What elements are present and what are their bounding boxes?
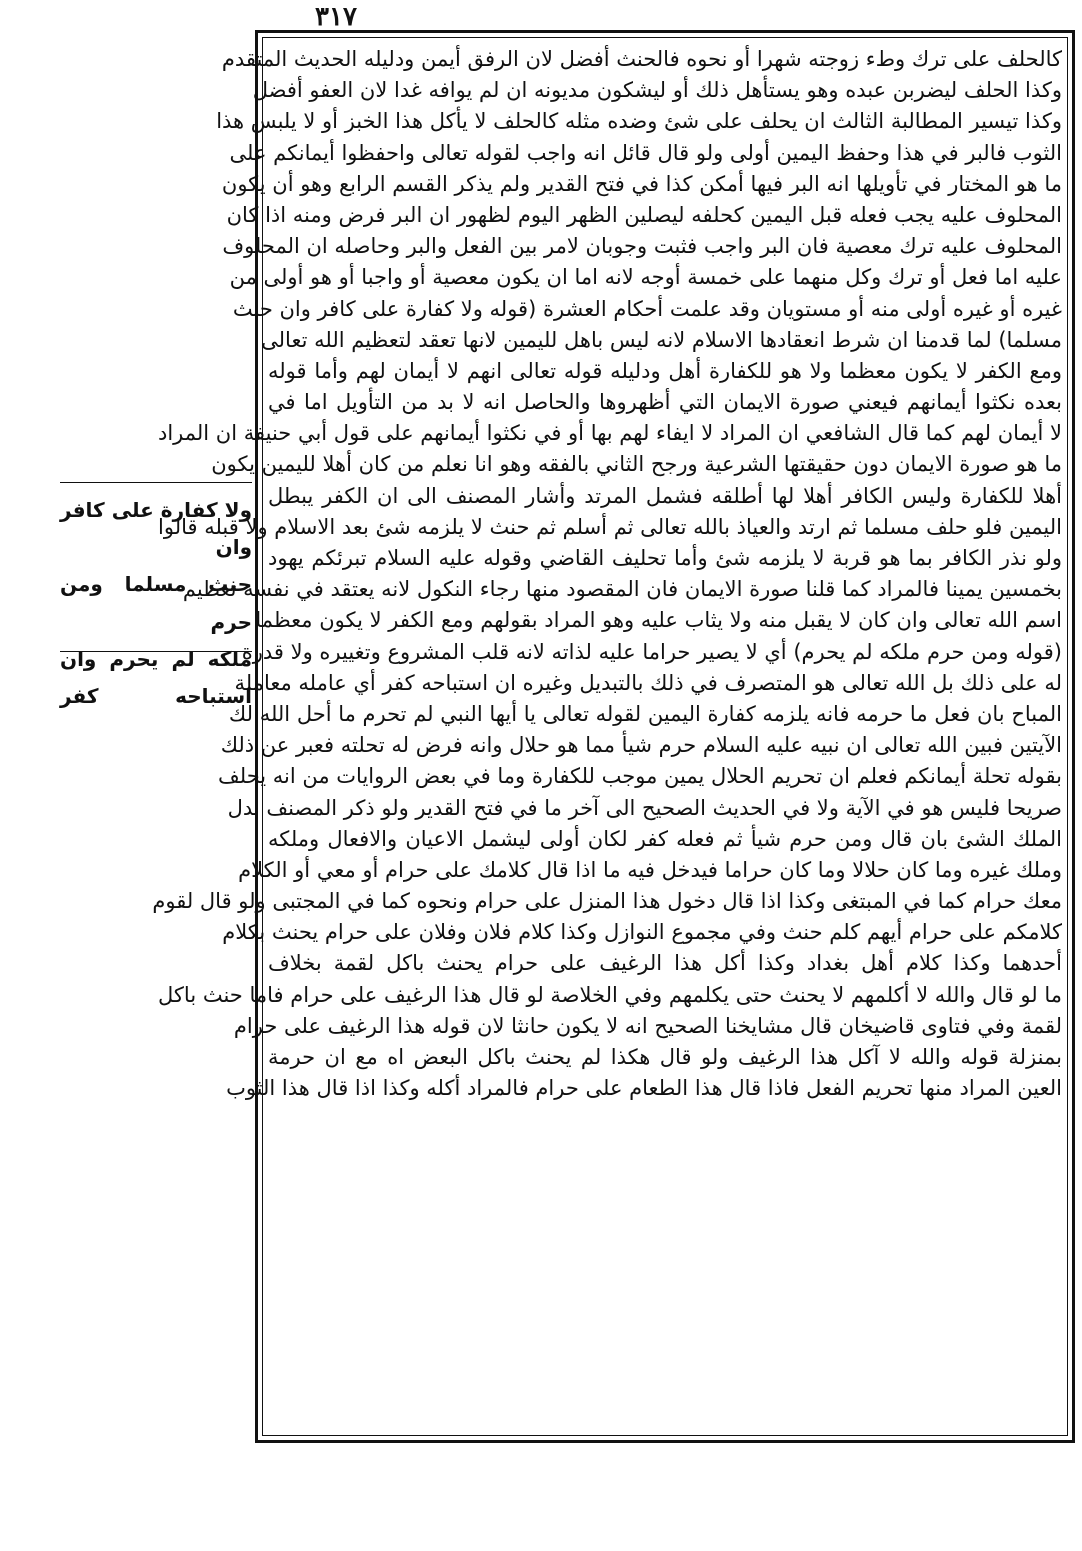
- margin-note-rule-bottom: [60, 651, 252, 652]
- text-line: أحدهما وكذا كلام أهل بغداد وكذا أكل هذا الرغيف على حرام يحنث باكل لقمة بخلاف: [268, 951, 1062, 976]
- margin-note-line: ملكه لم يحرم وان: [60, 646, 252, 671]
- margin-note-line: ولا كفارة على كافر وان: [60, 498, 252, 560]
- text-line: لقمة وفي فتاوى قاضيخان قال مشايخنا الصحيح انه لا يكون حانثا لان قوله هذا الرغيف على حرام: [233, 1013, 1062, 1038]
- text-line: ما هو المختار في تأويلها انه البر فيها أمكن كذا في فتح القدير ولم يذكر القسم الرابع وهو أن يكون: [221, 171, 1062, 196]
- text-line: اسم الله تعالى وان كان لا يقبل منه ولا يثاب عليه وهو المراد بقولهم ومع الكفر لا يكون معظما: [255, 608, 1062, 633]
- text-line: له على ذلك بل الله تعالى هو المتصرف في ذلك بالتبديل وغيره ان استباحه كفر أي عامله معاملة: [234, 670, 1062, 695]
- text-line: ومع الكفر لا يكون معظما ولا هو للكفارة أهل ودليله قوله تعالى انهم لا أيمان لهم وأما قوله: [268, 358, 1062, 383]
- margin-note: [60, 492, 252, 708]
- text-line: بقوله تحلة أيمانكم فعلم ان تحريم الحلال يمين موجب للكفارة وما في بعض الروايات من انه يحلف: [218, 764, 1062, 789]
- text-line: بمنزلة قوله والله لا آكل هذا الرغيف ولو قال هكذا لم يحنث باكل البعض اه مع ان حرمة: [268, 1045, 1062, 1069]
- text-line: مسلما) لما قدمنا ان شرط انعقادها الاسلام لانه ليس باهل لليمين لانها تعقد لتعظيم الله تعالى: [261, 327, 1062, 352]
- text-line: معك حرام كما في المبتغى وكذا اذا قال دخول هذا المنزل على حرام ونحوه كما في المجتبى ولو قال لقوم: [152, 889, 1062, 914]
- text-line: كلامكم على حرام أيهم كلم حنث وفي مجموع النوازل وكذا كلام فلان وفلان على حرام يحنث بكلام: [222, 920, 1062, 945]
- text-line: لا أيمان لهم كما قال الشافعي ان المراد لا ايفاء لهم بها أو في نكثوا أيمانهم على قول أبي حنيفة ان المراد: [157, 421, 1062, 446]
- text-line: ولو نذر الكافر بما هو قربة لا يلزمه شئ وأما تحليف القاضي وقوله عليه السلام تبرئكم يهود: [268, 546, 1062, 570]
- text-line: اليمين فلو حلف مسلما ثم ارتد والعياذ بالله تعالى ثم أسلم ثم حنث لا يلزمه شئ بعد الاسلام ولا قبله قالوا: [158, 514, 1062, 539]
- text-line: بعده نكثوا أيمانهم فيعني صورة الايمان التي أظهروها والحاصل انه لا بد من التأويل اما في: [268, 390, 1062, 415]
- text-line: غيره أو غيره أولى منه أو مستويان وقد علمت أحكام العشرة (قوله ولا كفارة على كافر وان حنث: [232, 296, 1062, 321]
- text-line: المحلوف عليه ترك معصية فان البر واجب فثبت وجوبان لامر بين الفعل والبر وحاصله ان المحلوف: [222, 234, 1062, 259]
- text-line: أهلا للكفارة وليس الكافر أهلا لها أطلقه فشمل المرتد وأشار المصنف الى ان الكفر يبطل: [268, 483, 1062, 508]
- margin-note-rule-top: [60, 482, 252, 483]
- margin-note-line: حنث مسلما ومن حرم: [60, 572, 252, 634]
- text-line: الثوب فالبر في هذا وحفظ اليمين أولى ولو قال قائل انه واجب لقوله تعالى واحفظوا أيمانكم على: [229, 140, 1062, 165]
- text-line: كالحلف على ترك وطء زوجته شهرا أو نحوه فالحنث أفضل لان الرفق أيمن ودليله الحديث المتقدم: [221, 47, 1062, 71]
- text-line: الملك الشئ بان قال ومن حرم شيأ ثم فعله كفر لكان أولى ليشمل الاعيان والافعال وملكه: [268, 826, 1062, 851]
- margin-note-line: استباحه كفر: [60, 683, 252, 708]
- text-line: الآيتين فبين الله تعالى ان نبيه عليه السلام حرم شيأ مما هو حلال وانه فرض له تحلته فعبر عن ذلك: [220, 733, 1062, 758]
- text-line: وكذا الحلف ليضربن عبده وهو يستأهل ذلك أو ليشكون مديونه ان لم يوافه غدا لان العفو أفضل: [252, 78, 1062, 103]
- text-line: ما لو قال والله لا أكلمهم لا يحنث حتى يكلمهم وفي الخلاصة لو قال هذا الرغيف على حرام فاما حنث باكل: [158, 982, 1062, 1007]
- text-line: وملك غيره وما كان حلالا وما كان حراما فيدخل فيه ما اذا قال كلامك على حرام أو معي أو الكلام: [238, 857, 1062, 882]
- text-line: وكذا تيسير المطالبة الثالث ان يحلف على شئ وضده مثله كالحلف لا يأكل هذا الخبز أو لا يلبس هذا: [216, 109, 1062, 134]
- text-line: عليه اما فعل أو ترك وكل منهما على خمسة أوجه لانه اما ان يكون معصية أو واجبا أو هو أولى من: [229, 265, 1062, 290]
- page-number: ٣١٧: [315, 2, 357, 32]
- text-line: (قوله ومن حرم ملكه لم يحرم) أي لا يصير حراما عليه لذاته لانه قلب المشروع وتغييره ولا قدرة: [241, 639, 1062, 664]
- text-line: المباح بان فعل ما حرمه فانه يلزمه كفارة اليمين لقوله تعالى يا أيها النبي لم تحرم ما أحل الله لك: [228, 701, 1062, 726]
- text-line: العين المراد منها تحريم الفعل فاذا قال هذا الطعام على حرام فالمراد أكله وكذا اذا قال هذا الثوب: [226, 1076, 1062, 1101]
- text-line: صريحا فليس هو في الآية ولا في الحديث الصحيح الى آخر ما في فتح القدير ولو ذكر المصنف بدل: [227, 795, 1062, 820]
- text-line: بخمسين يمينا فالمراد كما قلنا صورة الايمان فان المقصود منها رجاء النكول لانه يعتقد في نفسه تعظيم: [182, 577, 1062, 602]
- text-line: ما هو صورة الايمان دون حقيقتها الشرعية ورجح الثاني بالفقه وهو انا نعلم من كان أهلا لليمين يكون: [211, 452, 1062, 477]
- text-line: المحلوف عليه يجب فعله قبل اليمين كحلفه ليصلين الظهر اليوم لظهور ان البر فرض ومنه اذا كان: [226, 202, 1062, 227]
